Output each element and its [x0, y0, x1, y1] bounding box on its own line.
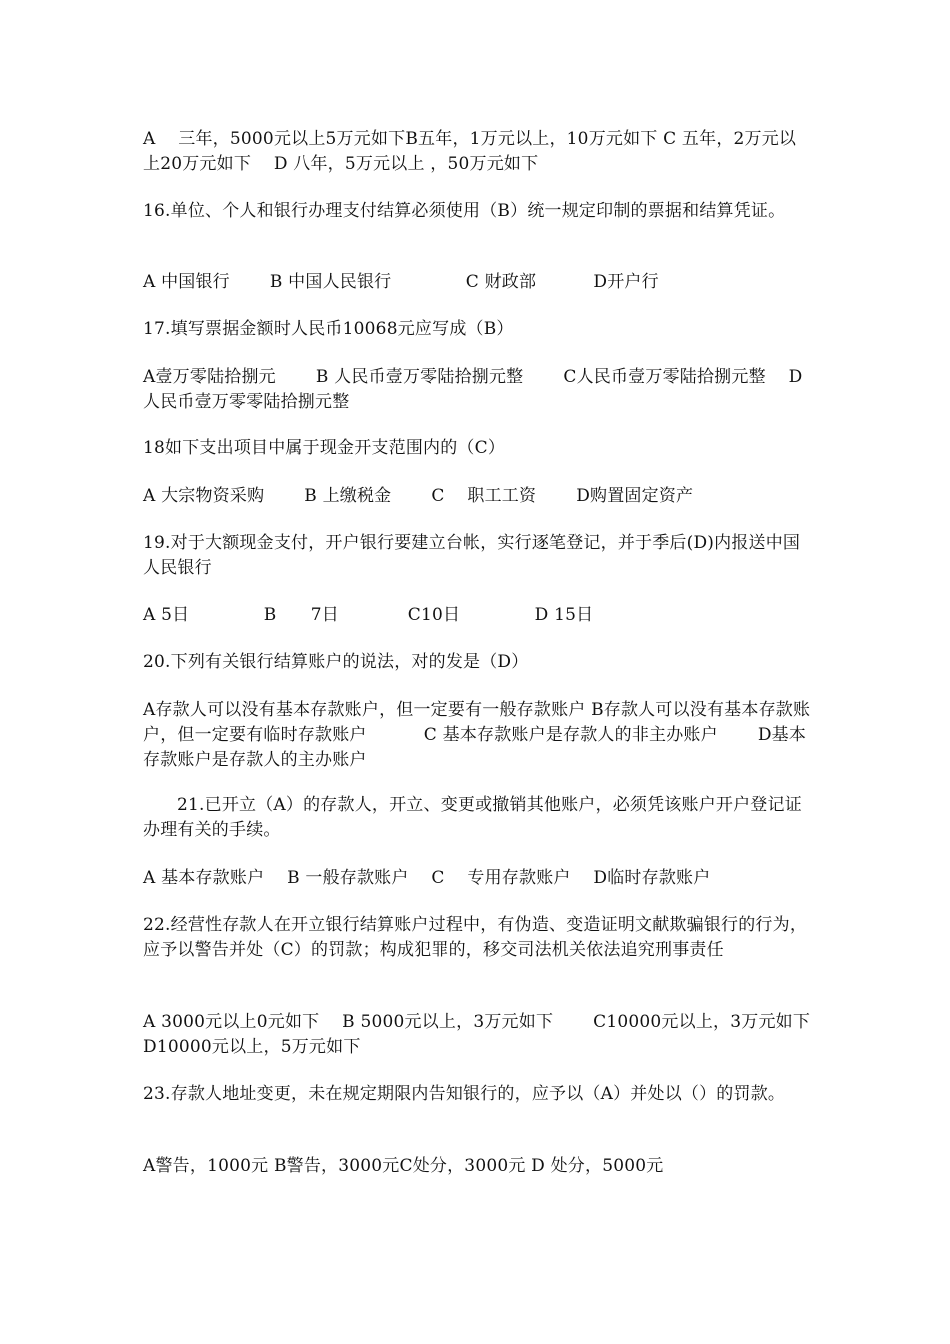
question-22: 22.经营性存款人在开立银行结算账户过程中，有伪造、变造证明文献欺骗银行的行为，应予以警告并处（C）的罚款；构成犯罪的，移交司法机关依法追究刑事责任: [143, 915, 808, 960]
options-23: A警告，1000元 B警告，3000元C处分，3000元 D 处分，5000元: [143, 1156, 664, 1176]
options-20: A存款人可以没有基本存款账户，但一定要有一般存款账户 B存款人可以没有基本存款账户，但一定要有临时存款账户 C 基本存款账户是存款人的非主办账户 D基本存款账户是存款人的主办账户: [143, 700, 811, 770]
options-21: A 基本存款账户 B 一般存款账户 C 专用存款账户 D临时存款账户: [143, 868, 711, 888]
question-18: 18如下支出项目中属于现金开支范围内的（C）: [143, 438, 506, 458]
question-21: 21.已开立（A）的存款人，开立、变更或撤销其他账户，必须凭该账户开户登记证办理有关的手续。: [143, 795, 802, 840]
question-19: 19.对于大额现金支付，开户银行要建立台帐，实行逐笔登记，并于季后(D)内报送中国人民银行: [143, 533, 801, 578]
question-16: 16.单位、个人和银行办理支付结算必须使用（B）统一规定印制的票据和结算凭证。: [143, 201, 786, 221]
question-23: 23.存款人地址变更，未在规定期限内告知银行的，应予以（A）并处以（）的罚款。: [143, 1084, 786, 1104]
options-19: A 5日 B 7日 C10日 D 15日: [143, 605, 594, 625]
question-20: 20.下列有关银行结算账户的说法，对的发是（D）: [143, 652, 529, 672]
option-line-15: A 三年，5000元以上5万元如下B五年，1万元以上，10万元如下 C 五年，2万元以上20万元如下 D 八年，5万元以上 ，50万元如下: [143, 129, 797, 174]
options-18: A 大宗物资采购 B 上缴税金 C 职工工资 D购置固定资产: [143, 486, 694, 506]
options-17: A壹万零陆拾捌元 B 人民币壹万零陆拾捌元整 C人民币壹万零陆拾捌元整 D 人民币壹万零零陆拾捌元整: [143, 367, 843, 412]
options-16: A 中国银行 B 中国人民银行 C 财政部 D开户行: [143, 272, 659, 292]
options-22: A 3000元以上0元如下 B 5000元以上，3万元如下 C10000元以上，3万元如下 D10000元以上，5万元如下: [143, 1012, 833, 1057]
question-17: 17.填写票据金额时人民币10068元应写成（B）: [143, 319, 514, 339]
